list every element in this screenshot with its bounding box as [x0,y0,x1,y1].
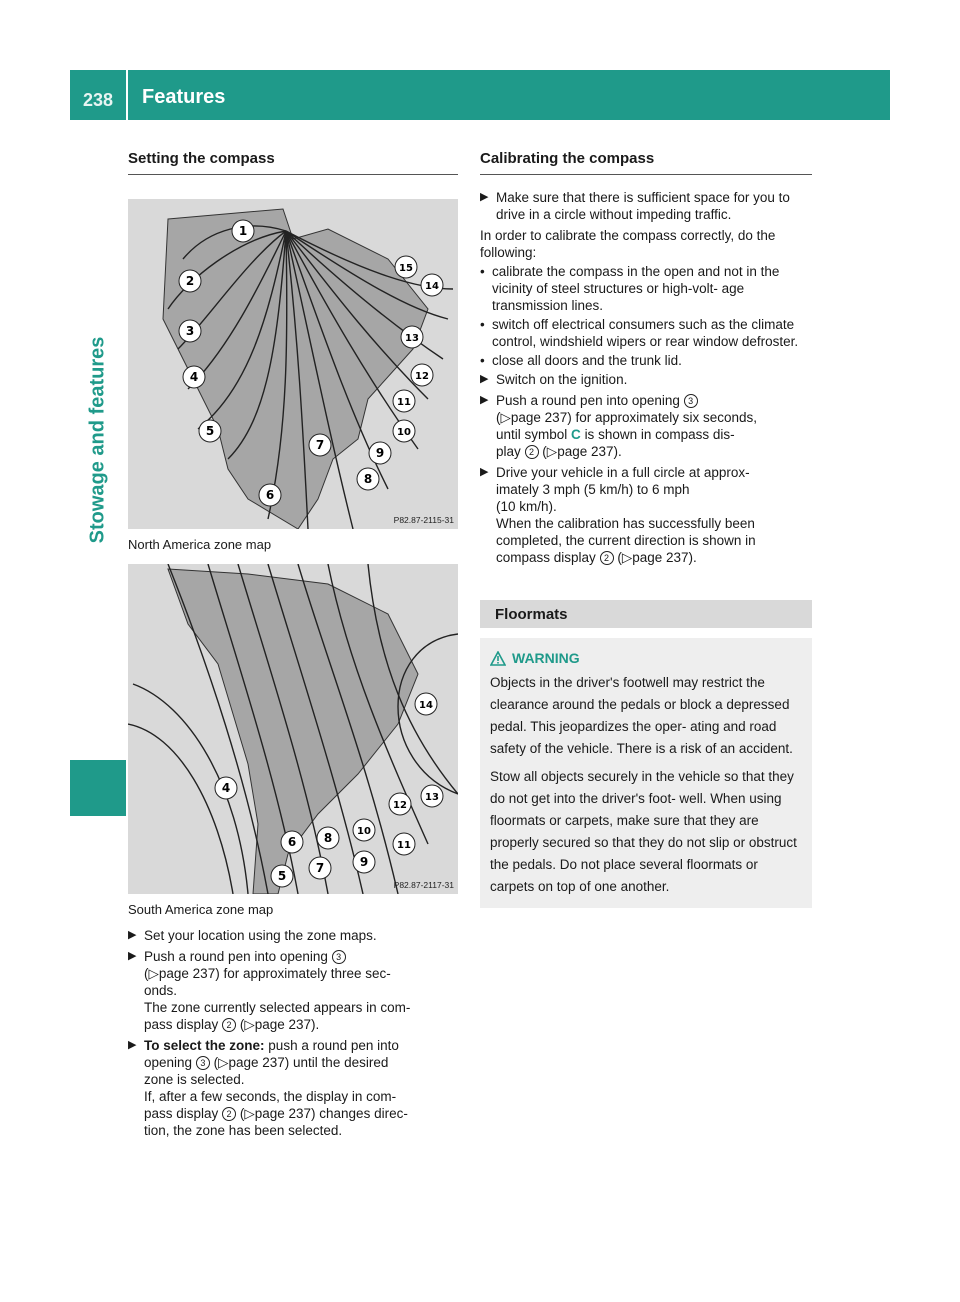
left-column [128,150,458,1143]
svg-text:9: 9 [375,446,385,460]
zone-3-marker [179,320,201,342]
bullet-icon: • [480,317,485,332]
map2-code: P82.87-2117-31 [393,880,454,890]
svg-text:12: 12 [393,800,407,811]
zone-9-marker [369,442,391,464]
svg-text:4: 4 [189,370,199,384]
warning-box [480,638,812,908]
page-ref-icon: ▷ [148,966,159,981]
side-tab-marker [70,760,126,816]
display-2-symbol: 2 [222,1107,236,1121]
zone-10-marker [393,420,415,442]
bullet-open-area: • calibrate the compass in the open and not in the vicinity of steel structures or high-volt- age transmission lines. [480,264,780,313]
zone-4-marker [183,366,205,388]
north-america-map [128,199,458,529]
page-title: Features [142,86,226,108]
svg-text:13: 13 [405,333,419,344]
map1-code: P82.87-2115-31 [393,515,454,525]
zone-12-marker [411,364,433,386]
step-drive-circle: ▶ Drive your vehicle in a full circle at approx- imately 3 mph (5 km/h) to 6 mph (10 km/h). When the calibration has successfully been completed, the current direction is shown in compass display 2 (▷page 237). [480,465,756,565]
page-ref-icon: ▷ [244,1017,255,1032]
step-push-pen-calibrate: ▶ Push a round pen into opening 3 (▷page 237) for approximately six seconds, until symbol C is shown in compass dis- play 2 (▷page 237). [480,393,758,459]
step-set-location: ▶ Set your location using the zone maps. [128,928,377,943]
compass-calibration-symbol: C [571,427,581,442]
sa-zone-7-marker [309,857,331,879]
side-tab-label: Stowage and features [86,336,109,544]
svg-text:5: 5 [205,424,215,438]
svg-text:6: 6 [287,835,297,849]
step-push-pen: ▶ Push a round pen into opening 3 (▷page 237) for approximately three sec- onds. The zone currently selected appears in com- pass display 2 (▷page 237). [128,949,411,1032]
sa-zone-9-marker [353,851,375,873]
svg-text:11: 11 [397,840,411,851]
sa-zone-4-marker [215,777,237,799]
svg-text:14: 14 [419,700,433,711]
opening-3-symbol: 3 [332,950,346,964]
side-tab [70,140,126,740]
page-ref-icon: ▷ [218,1055,229,1070]
page-ref-icon: ▷ [244,1106,255,1121]
zone-8-marker [357,468,379,490]
display-2-symbol: 2 [525,445,539,459]
sa-zone-12-marker [389,793,411,815]
svg-text:9: 9 [359,855,369,869]
section-heading-setting: Setting the compass [128,150,458,175]
bullet-icon: • [480,264,485,279]
step-select-zone: ▶ To select the zone: push a round pen into opening 3 (▷page 237) until the desired zone is selected. If, after a few seconds, the display in com- pass display 2 (▷page 237) changes direc- tion, the zone has been selected. [128,1038,408,1138]
sa-zone-8-marker [317,827,339,849]
svg-text:3: 3 [185,324,195,338]
header-divider [126,70,128,120]
zone-1-marker [232,220,254,242]
svg-text:8: 8 [363,472,373,486]
map1-caption: North America zone map [128,537,272,552]
zone-6-marker [259,484,281,506]
sa-zone-10-marker [353,819,375,841]
south-america-map [128,564,458,894]
sa-zone-14-marker [415,693,437,715]
step-arrow-icon: ▶ [128,929,137,941]
svg-text:10: 10 [397,427,411,438]
step-space: ▶ Make sure that there is sufficient space for you to drive in a circle without impeding traffic. [480,190,790,222]
svg-text:2: 2 [185,274,195,288]
svg-text:10: 10 [357,826,371,837]
warning-triangle-icon [490,651,506,666]
svg-text:11: 11 [397,397,411,408]
svg-text:6: 6 [265,488,275,502]
zone-15-marker [395,256,417,278]
sa-zone-5-marker [271,865,293,887]
step-ignition: ▶ Switch on the ignition. [480,372,628,387]
svg-text:13: 13 [425,792,439,803]
svg-text:5: 5 [277,869,287,883]
step-arrow-icon: ▶ [480,394,489,406]
page-ref-icon: ▷ [546,444,558,459]
zone-11-marker [393,390,415,412]
page-number: 238 [82,90,114,110]
zone-5-marker [199,420,221,442]
section-heading-calibrating: Calibrating the compass [480,150,812,175]
sa-zone-13-marker [421,785,443,807]
step-arrow-icon: ▶ [480,191,489,203]
zone-14-marker [421,274,443,296]
display-2-symbol: 2 [600,551,614,565]
south-america-zone-svg [128,564,458,894]
bullet-consumers-off: • switch off electrical consumers such as the climate control, windshield wipers or rear window defroster. [480,317,799,349]
opening-3-symbol: 3 [196,1056,210,1070]
page-ref-icon: ▷ [500,410,511,425]
calibrate-intro: In order to calibrate the compass correctly, do the following: [480,228,776,260]
svg-text:15: 15 [399,263,413,274]
svg-text:4: 4 [221,781,231,795]
warning-title: WARNING [490,650,802,666]
bullet-close-doors: • close all doors and the trunk lid. [480,353,682,368]
right-column [480,150,812,908]
bullet-icon: • [480,353,485,368]
step-arrow-icon: ▶ [128,1039,137,1051]
svg-text:7: 7 [315,861,325,875]
opening-3-symbol: 3 [684,394,698,408]
step-arrow-icon: ▶ [128,950,137,962]
map2-caption: South America zone map [128,902,274,917]
page-ref-icon: ▷ [621,550,633,565]
section-heading-floormats: Floormats [480,600,812,628]
svg-text:14: 14 [425,281,439,292]
warning-text-1: Objects in the driver's footwell may restrict the clearance around the pedals or block a depressed pedal. This jeopardizes the oper- ating and road safety of the vehicle. There is a risk of an accident. [490,675,793,756]
svg-text:8: 8 [323,831,333,845]
north-america-zone-svg [128,199,458,529]
sa-zone-11-marker [393,833,415,855]
zone-7-marker [309,434,331,456]
step-arrow-icon: ▶ [480,466,489,478]
zone-13-marker [401,326,423,348]
warning-text-2: Stow all objects securely in the vehicle so that they do not get into the driver's foot- well. When using floormats or carpets, make sure that they are properly secured so that they do not slip or obstruct the pedals. Do not place several floormats or carpets on top of one another. [490,769,797,894]
svg-text:7: 7 [315,438,325,452]
svg-text:12: 12 [415,371,429,382]
svg-text:1: 1 [238,224,248,238]
sa-zone-6-marker [281,831,303,853]
display-2-symbol: 2 [222,1018,236,1032]
step-arrow-icon: ▶ [480,373,489,385]
zone-2-marker [179,270,201,292]
